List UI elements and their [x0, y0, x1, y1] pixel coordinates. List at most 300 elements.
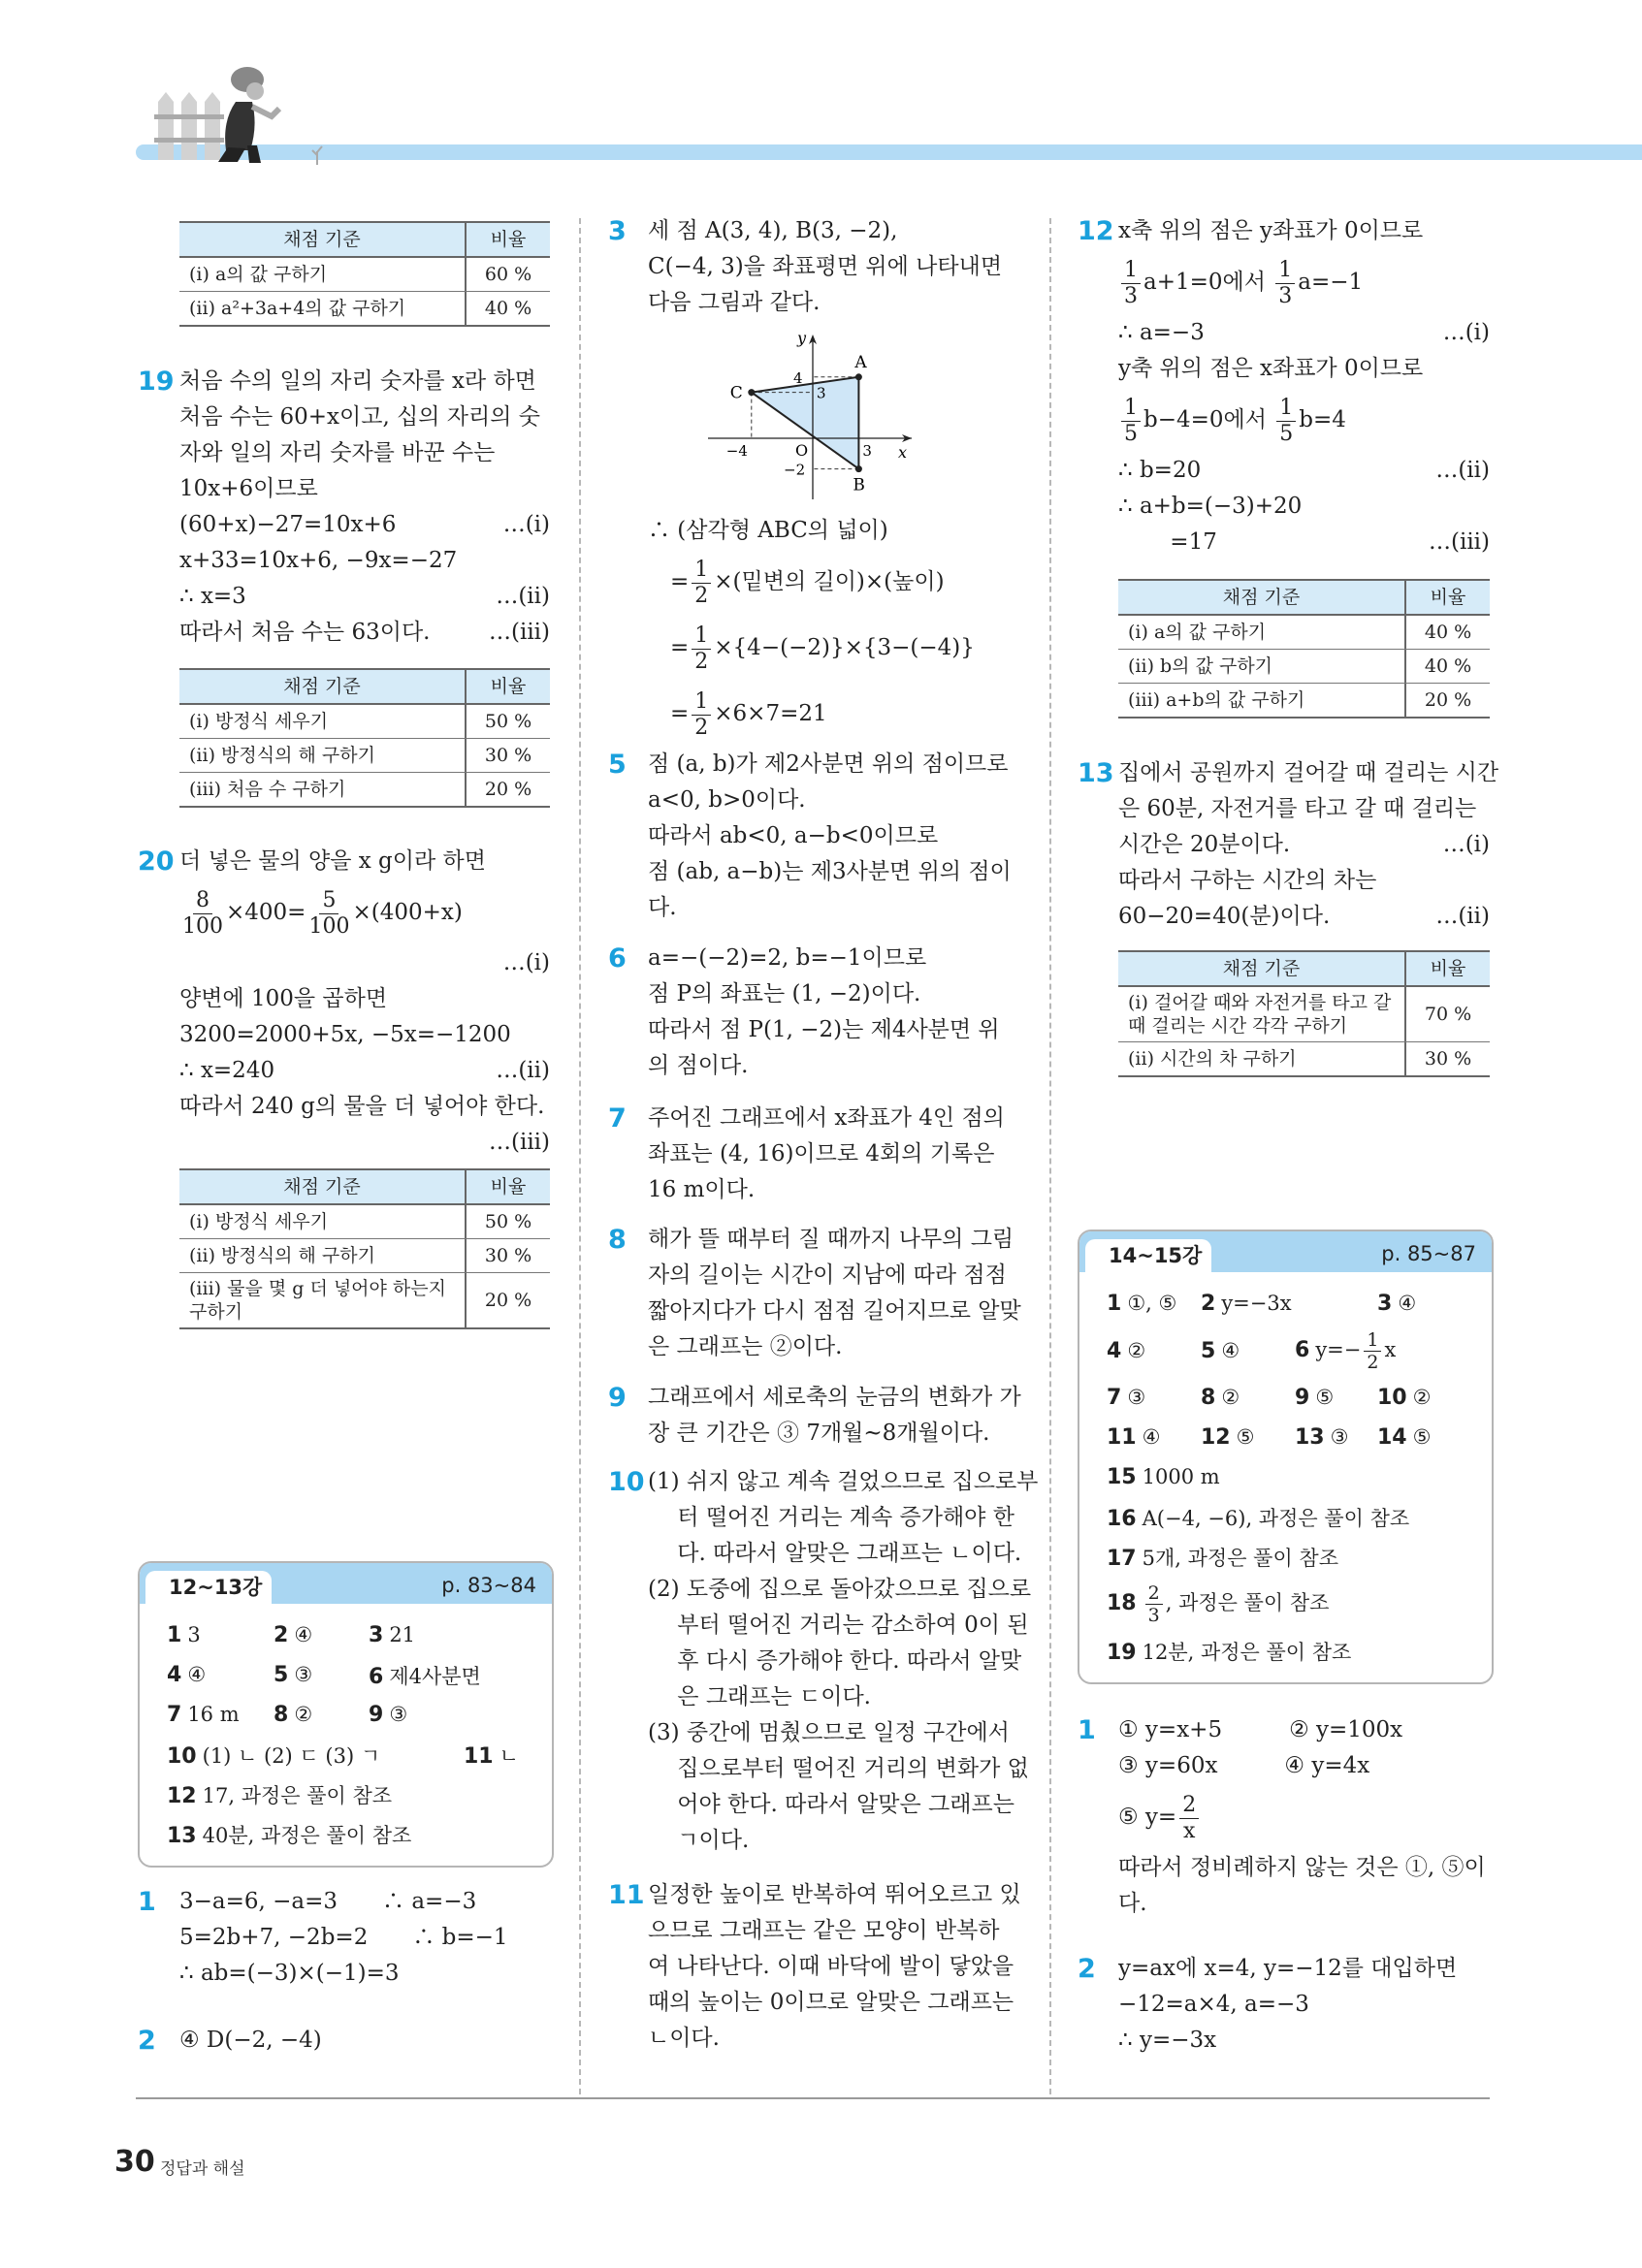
answer-number: 2: [1201, 1292, 1216, 1316]
problem-text: [648, 1380, 1020, 1452]
text-run: x: [1384, 1337, 1397, 1361]
tick-label: −2: [784, 461, 806, 479]
answer-number: 2: [274, 1623, 289, 1647]
criteria-cell: (i) 방정식 세우기: [179, 705, 467, 738]
denominator: 5: [1124, 421, 1138, 446]
text-run: ②: [1412, 1386, 1432, 1409]
denominator: 2: [694, 649, 709, 674]
answer-number: 16: [1107, 1506, 1137, 1531]
answer-number: 17: [1107, 1546, 1137, 1571]
denominator: 100: [308, 913, 350, 939]
answer-row: [1107, 1418, 1492, 1457]
text-run: (1) ㄴ (2) ㄷ (3) ㄱ: [202, 1743, 381, 1768]
answer-number: 11: [1107, 1425, 1137, 1450]
step-marker: …(iii): [488, 1130, 550, 1155]
text-run: ×{4−(−2)}×{3−(−4)}: [714, 635, 975, 660]
text-line: [179, 1053, 550, 1089]
answer-number: 6: [1295, 1337, 1310, 1362]
denominator: 3: [1147, 1604, 1160, 1626]
table-row: [179, 1238, 550, 1272]
text-line: 5=2b+7, −2b=2 ∴ b=−1: [179, 1925, 508, 1950]
column-divider: [1049, 218, 1051, 2094]
answer-item: [1295, 1386, 1377, 1410]
header-criteria: 채점 기준: [1118, 952, 1406, 985]
text-run: ∴ a=−3: [1118, 320, 1205, 345]
text-line: 따라서 ab<0, a−b<0이므로: [648, 823, 939, 848]
text-line: 의 점이다.: [648, 1053, 749, 1078]
numerator: 1: [692, 689, 711, 716]
answer-number: 12: [167, 1783, 197, 1808]
answer-row: [167, 1735, 552, 1774]
criteria-cell: (iii) 처음 수 구하기: [179, 773, 467, 806]
answer-number: 14: [1377, 1425, 1407, 1450]
fraction: [1276, 396, 1296, 447]
fraction: [1275, 258, 1295, 309]
answer-number: 11: [464, 1743, 494, 1769]
fraction: [308, 888, 349, 940]
answer-row: [1107, 1284, 1492, 1324]
criteria-cell: (ii) a²+3a+4의 값 구하기: [179, 292, 467, 325]
text-line: ㄱ이다.: [648, 1828, 750, 1853]
text-line: 후 다시 증가해야 한다. 따라서 알맞: [648, 1648, 1022, 1674]
problem-text: [648, 1101, 1020, 1208]
answer-box-header: [140, 1563, 552, 1604]
text-line: 다.: [1118, 1891, 1147, 1916]
text-line: [179, 615, 550, 651]
answer-item: [274, 1623, 369, 1647]
answer-number: 9: [369, 1703, 384, 1727]
text-line: 은 60분, 자전거를 타고 갈 때 걸리는: [1118, 796, 1477, 821]
ratio-cell: 40 %: [484, 298, 532, 319]
text-run: ×(400+x): [352, 900, 463, 925]
answer-number: 7: [1107, 1386, 1122, 1410]
denominator: 100: [182, 913, 223, 939]
header-criteria: 채점 기준: [1118, 581, 1406, 614]
table-row: [1118, 985, 1490, 1041]
text-line: 장 큰 기간은 ③ 7개월~8개월이다.: [648, 1421, 990, 1446]
criteria-cell: (i) a의 값 구하기: [1118, 616, 1406, 649]
text-line: 자와 일의 자리 숫자를 바꾼 수는: [179, 440, 496, 465]
denominator: 2: [694, 715, 709, 740]
answer-item: [1107, 1425, 1201, 1450]
text-run: ④: [1221, 1338, 1240, 1362]
text-run: A(−4, −6), 과정은 풀이 참조: [1142, 1506, 1410, 1530]
problem-number: 13: [1078, 758, 1114, 788]
header-bar: [136, 144, 1642, 160]
scoring-table-13: [1118, 950, 1490, 1077]
answer-item: [1201, 1386, 1295, 1410]
x-axis-label: x: [898, 443, 908, 462]
problem-text: [1118, 755, 1499, 935]
header-criteria: 채점 기준: [179, 1170, 467, 1203]
answer-item: [1107, 1581, 1330, 1626]
text-run: ⑤: [1412, 1425, 1432, 1449]
footer-label: 정답과 해설: [160, 2159, 245, 2179]
text-line: x축 위의 점은 y좌표가 0이므로: [1118, 218, 1424, 243]
column-divider: [579, 218, 581, 2094]
numerator: 8: [193, 888, 212, 914]
text-line: 부터 떨어진 거리는 감소하여 0이 된: [648, 1613, 1029, 1638]
text-line: [1118, 249, 1490, 315]
header-ratio: 비율: [490, 229, 527, 250]
text-line: [179, 879, 550, 945]
answer-box-body: [1079, 1272, 1492, 1682]
denominator: 5: [1279, 421, 1294, 446]
lesson-tab: 14~15강: [1085, 1239, 1211, 1272]
step-marker: …(ii): [496, 1058, 550, 1083]
table-row: [1118, 683, 1490, 717]
text-line: 더 넣은 물의 양을 x g이라 하면: [179, 848, 486, 874]
table-row: [1118, 1041, 1490, 1075]
problem-number: 11: [608, 1880, 645, 1910]
step-marker: …(iii): [1428, 529, 1490, 555]
criteria-cell: (ii) 방정식의 해 구하기: [179, 1239, 467, 1272]
text-line: 은 그래프는 ㄷ이다.: [648, 1684, 871, 1709]
text-run: ∴ b=20: [1118, 458, 1202, 483]
answer-number: 12: [1201, 1425, 1231, 1450]
text-line: (2) 도중에 집으로 돌아갔으므로 집으로: [648, 1577, 1032, 1602]
step-marker: …(ii): [496, 584, 550, 609]
text-line: ∴ y=−3x: [1118, 2028, 1217, 2053]
problem-text: [648, 213, 1020, 321]
answer-item: [167, 1820, 412, 1849]
ratio-cell: 30 %: [484, 1245, 532, 1266]
answer-row: [1107, 1497, 1492, 1537]
text-run: =: [648, 569, 690, 594]
ratio-cell: 20 %: [1424, 689, 1472, 711]
text-run: b=4: [1299, 407, 1346, 432]
scoring-table-20: [179, 1168, 550, 1329]
answer-item: [1295, 1425, 1377, 1450]
text-run: (60+x)−27=10x+6: [179, 512, 397, 537]
text-line: 다음 그림과 같다.: [648, 290, 821, 315]
problem-number: 6: [608, 943, 627, 974]
answer-row: [167, 1655, 552, 1695]
text-run: y=−3x: [1221, 1292, 1292, 1315]
text-line: 어야 한다. 따라서 알맞은 그래프는: [648, 1792, 1014, 1817]
text-line: 다. 따라서 알맞은 그래프는 ㄴ이다.: [648, 1541, 1022, 1566]
answer-number: 6: [369, 1664, 384, 1689]
text-line: ㄴ이다.: [648, 2026, 720, 2051]
text-line: ③ y=60x ④ y=4x: [1118, 1753, 1370, 1778]
ratio-cell: 20 %: [484, 1290, 532, 1311]
text-line: 으므로 그래프는 같은 모양이 반복하: [648, 1918, 1000, 1943]
numerator: 1: [1121, 258, 1141, 284]
text-run: 시간은 20분이다.: [1118, 832, 1291, 857]
sprout-icon: [312, 146, 322, 165]
problem-number: 12: [1078, 216, 1114, 246]
text-run: ④: [1142, 1425, 1161, 1449]
text-line: 따라서 정비례하지 않는 것은 ①, ⑤이: [1118, 1855, 1486, 1880]
text-line: [1118, 453, 1490, 489]
answer-number: 3: [1377, 1292, 1393, 1316]
step-marker: …(i): [1442, 832, 1490, 857]
text-line: y축 위의 점은 x좌표가 0이므로: [1118, 356, 1424, 381]
point-label: B: [853, 475, 865, 495]
footer-rule: [136, 2097, 1490, 2099]
step-marker: …(iii): [488, 620, 550, 645]
table-row: [179, 291, 550, 325]
answer-item: [369, 1661, 481, 1690]
numerator: 5: [319, 888, 338, 914]
text-run: a+1=0에서: [1143, 270, 1273, 295]
text-run: =: [648, 635, 690, 660]
problem-number: 8: [608, 1225, 627, 1255]
ratio-cell: 40 %: [1424, 655, 1472, 677]
table-row: [179, 703, 550, 738]
coordinate-graph: [708, 330, 921, 504]
table-row: [179, 1203, 550, 1238]
table-header-row: [179, 223, 550, 256]
text-line: (3) 중간에 멈췄으므로 일정 구간에서: [648, 1720, 1010, 1745]
answer-number: 10: [1377, 1386, 1407, 1410]
text-line: 점 P의 좌표는 (1, −2)이다.: [648, 981, 921, 1006]
step-marker: …(ii): [1435, 904, 1490, 929]
text-line: [179, 579, 550, 615]
problem-text: [179, 364, 550, 651]
answer-item: [167, 1663, 274, 1687]
criteria-cell: (i) 걸어갈 때와 자전거를 타고 갈 때 걸리는 시간 각각 구하기: [1118, 987, 1406, 1041]
problem-number: 10: [608, 1467, 645, 1497]
text-run: 제4사분면: [389, 1664, 481, 1688]
answer-item: [1201, 1292, 1377, 1316]
text-line: ① y=x+5 ② y=100x: [1118, 1717, 1403, 1742]
text-line: [648, 549, 1020, 615]
text-run: =: [648, 701, 690, 726]
text-line: 자의 길이는 시간이 지남에 따라 점점: [648, 1262, 1007, 1288]
point-label: A: [854, 352, 867, 372]
text-run: ④: [294, 1623, 313, 1646]
table-header-row: [179, 1170, 550, 1203]
denominator: 2: [694, 583, 709, 608]
text-run: ②: [294, 1703, 313, 1726]
criteria-cell: (i) 방정식 세우기: [179, 1205, 467, 1238]
answer-number: 10: [167, 1743, 197, 1769]
text-line: 은 그래프는 ②이다.: [648, 1334, 843, 1359]
answer-number: 9: [1295, 1386, 1310, 1410]
scoring-table-18: [179, 221, 550, 327]
answer-item: [167, 1780, 393, 1809]
text-line: 주어진 그래프에서 x좌표가 4인 점의: [648, 1105, 1005, 1131]
answer-row: [1107, 1537, 1492, 1577]
answer-item: [1107, 1292, 1201, 1316]
header-ratio: 비율: [490, 1176, 527, 1198]
table-row: [179, 738, 550, 772]
numerator: 1: [692, 558, 711, 584]
table-header-row: [1118, 952, 1490, 985]
fraction: [1121, 258, 1141, 309]
page-range: p. 83~84: [441, 1574, 536, 1597]
text-run: , 과정은 풀이 참조: [1165, 1590, 1330, 1614]
person-icon: [218, 67, 279, 163]
text-line: (1) 쉬지 않고 계속 걸었으므로 집으로부: [648, 1469, 1039, 1494]
text-run: 3: [187, 1623, 201, 1646]
answer-item: [1107, 1386, 1201, 1410]
denominator: x: [1182, 1818, 1196, 1843]
table-row: [1118, 649, 1490, 683]
ratio-cell: 40 %: [1424, 622, 1472, 643]
answer-item: [369, 1703, 464, 1727]
answer-row: [1107, 1457, 1492, 1497]
text-run: 5개, 과정은 풀이 참조: [1142, 1546, 1338, 1570]
answer-number: 3: [369, 1623, 384, 1647]
answer-box-12-13: [138, 1561, 554, 1868]
problem-text: [648, 1877, 1020, 2057]
problem-text: [1118, 1951, 1490, 2059]
y-axis-label: y: [797, 330, 807, 347]
point-A: [855, 373, 862, 380]
text-line: 점 (a, b)가 제2사분면 위의 점이므로: [648, 751, 1009, 777]
problem-text: [648, 513, 1020, 747]
text-run: b−4=0에서: [1143, 407, 1274, 432]
text-run: a=−1: [1298, 270, 1364, 295]
table-row: [179, 772, 550, 806]
text-line: −12=a×4, a=−3: [1118, 1992, 1309, 2017]
answer-item: [274, 1663, 369, 1687]
page-range: p. 85~87: [1381, 1242, 1476, 1265]
answer-box-14-15: [1078, 1230, 1494, 1684]
point-label: C: [729, 383, 743, 403]
tick-label: 3: [862, 442, 872, 460]
denominator: 3: [1124, 283, 1138, 308]
ratio-cell: 70 %: [1424, 1004, 1472, 1025]
text-line: 터 떨어진 거리는 계속 증가해야 한: [648, 1505, 1014, 1530]
text-line: ④ D(−2, −4): [179, 2028, 322, 2053]
tick-label: 3: [817, 384, 826, 402]
text-line: x+33=10x+6, −9x=−27: [179, 548, 458, 573]
scoring-table-12: [1118, 579, 1490, 719]
answer-row: [1107, 1324, 1492, 1378]
step-marker: …(i): [502, 950, 550, 975]
answer-item: [274, 1703, 369, 1727]
text-run: 1000 m: [1142, 1465, 1220, 1488]
text-line: 집으로부터 떨어진 거리의 변화가 없: [648, 1756, 1029, 1781]
text-line: 다.: [648, 895, 677, 920]
text-line: 양변에 100을 곱하면: [179, 986, 388, 1011]
text-run: ④: [187, 1663, 207, 1686]
answer-row: [167, 1774, 552, 1814]
fraction: [182, 888, 223, 940]
ratio-cell: 50 %: [484, 711, 532, 732]
step-marker: …(ii): [1435, 458, 1490, 483]
answer-item: [1107, 1543, 1338, 1572]
answer-item: [167, 1623, 274, 1647]
text-line: ∴ (삼각형 ABC의 넓이): [648, 518, 888, 543]
text-line: [648, 681, 1020, 747]
answer-box-header: [1079, 1231, 1492, 1272]
numerator: 2: [1145, 1582, 1163, 1605]
header-criteria: 채점 기준: [179, 670, 467, 703]
answer-row: [167, 1615, 552, 1655]
text-run: y=−: [1315, 1337, 1362, 1361]
text-line: 3200=2000+5x, −5x=−1200: [179, 1022, 511, 1047]
answer-number: 19: [1107, 1640, 1137, 1665]
problem-text: [179, 844, 550, 1161]
text-run: ⑤ y=: [1118, 1805, 1177, 1830]
text-run: ×6×7=21: [714, 701, 827, 726]
answer-number: 1: [1107, 1292, 1122, 1316]
text-line: 짧아지다가 다시 점점 길어지므로 알맞: [648, 1298, 1021, 1324]
answer-row: [1107, 1378, 1492, 1418]
page-number: 30: [114, 2145, 155, 2179]
text-run: 21: [389, 1623, 416, 1646]
fraction: [692, 689, 711, 741]
answer-number: 7: [167, 1703, 182, 1727]
tick-label: −4: [725, 442, 748, 460]
table-row: [179, 256, 550, 291]
text-line: 해가 뜰 때부터 질 때까지 나무의 그림: [648, 1227, 1014, 1252]
answer-item: [369, 1623, 464, 1647]
fraction: [1364, 1329, 1381, 1373]
problem-number: 19: [138, 367, 175, 397]
answer-number: 8: [1201, 1386, 1216, 1410]
problem-text: [648, 747, 1020, 926]
answer-item: [1377, 1425, 1474, 1450]
text-run: ③: [294, 1663, 313, 1686]
lesson-tab: 12~13강: [145, 1571, 272, 1604]
tick-label: 4: [793, 368, 803, 387]
text-run: ㄴ: [499, 1743, 519, 1768]
text-run: ③: [1127, 1386, 1146, 1409]
text-line: [179, 1125, 550, 1161]
text-line: 세 점 A(3, 4), B(3, −2),: [648, 218, 898, 243]
header-ratio: 비율: [490, 676, 527, 697]
text-run: ⑤: [1315, 1386, 1335, 1409]
text-line: 점 (ab, a−b)는 제3사분면 위의 점이: [648, 859, 1012, 884]
answer-number: 5: [274, 1663, 289, 1687]
answer-item: [1107, 1465, 1220, 1489]
ratio-cell: 30 %: [484, 745, 532, 766]
text-run: ③: [1330, 1425, 1349, 1449]
text-line: 여 나타난다. 이때 바닥에 발이 닿았을: [648, 1954, 1014, 1979]
text-line: 일정한 높이로 반복하여 뛰어오르고 있: [648, 1882, 1021, 1907]
text-run: 40분, 과정은 풀이 참조: [202, 1823, 412, 1847]
answer-number: 4: [167, 1663, 182, 1687]
text-line: 따라서 240 g의 물을 더 넣어야 한다.: [179, 1094, 545, 1119]
text-line: [1118, 525, 1490, 560]
answer-item: [1201, 1339, 1295, 1363]
answer-number: 5: [1201, 1338, 1216, 1363]
text-line: 3−a=6, −a=3 ∴ a=−3: [179, 1889, 477, 1914]
text-run: ∴ x=3: [179, 584, 246, 609]
text-line: [648, 615, 1020, 681]
text-line: 16 m이다.: [648, 1177, 756, 1202]
answer-item: [1107, 1503, 1410, 1532]
answer-item: [1107, 1637, 1352, 1666]
fraction: [1121, 396, 1141, 447]
text-line: [1118, 315, 1490, 351]
text-line: 따라서 점 P(1, −2)는 제4사분면 위: [648, 1017, 1000, 1042]
answer-box-body: [140, 1604, 552, 1866]
text-line: 때의 높이는 0이므로 알맞은 그래프는: [648, 1990, 1014, 2015]
text-line: 처음 수의 일의 자리 숫자를 x라 하면: [179, 368, 536, 394]
text-line: [1118, 827, 1490, 863]
fraction: [692, 558, 711, 609]
answer-item: [1201, 1425, 1295, 1450]
text-line: 따라서 구하는 시간의 차는: [1118, 868, 1377, 893]
text-run: ∴ x=240: [179, 1058, 275, 1083]
text-run: ×400=: [226, 900, 306, 925]
text-run: =17: [1118, 529, 1217, 555]
problem-text: [1118, 213, 1490, 560]
criteria-cell: (ii) 시간의 차 구하기: [1118, 1042, 1406, 1075]
answer-number: 13: [1295, 1425, 1325, 1450]
table-header-row: [1118, 581, 1490, 614]
point-C: [748, 389, 755, 396]
text-line: 그래프에서 세로축의 눈금의 변화가 가: [648, 1385, 1021, 1410]
answer-row: [167, 1695, 552, 1735]
answer-item: [464, 1741, 554, 1770]
